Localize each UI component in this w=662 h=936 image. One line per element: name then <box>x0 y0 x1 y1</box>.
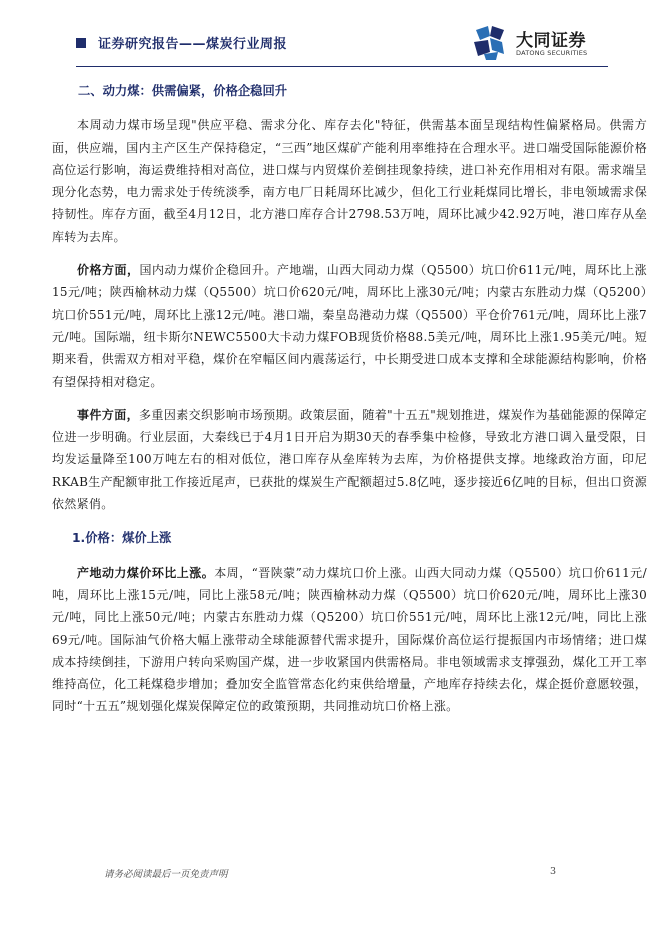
disclaimer-text: 请务必阅读最后一页免责声明 <box>104 869 228 880</box>
header-square-icon <box>76 38 86 48</box>
paragraph-text: 本周，“晋陕蒙”动力煤坑口价上涨。山西大同动力煤（Q5500）坑口价611元/吨，周环比上涨15元/吨，同比上涨58元/吨；陕西榆林动力煤（Q5500）坑口价620元/吨，周环比上涨30元/吨，同比上涨50元/吨；内蒙古东胜动力煤（Q5200）坑口价551元/吨，周环比上涨12元/吨，同比上涨69元/吨。国际油气价格大幅上涨带动全球能源替代需求提升，国际煤价高位运行提振国内市场情绪；进口煤成本持续倒挂，下游用户转向采购国产煤，进一步收紧国内供需格局。非电领域需求支撑强劲，煤化工开工率维持高位，化工耗煤稳步增加；叠加安全监管常态化约束供给增量，产地库存持续去化，煤企挺价意愿较强，同时“十五五”规划强化煤炭保障定位的政策预期，共同推动坑口价格上涨。 <box>52 565 647 714</box>
paragraph-text: 国内动力煤价企稳回升。产地端，山西大同动力煤（Q5500）坑口价611元/吨，周环比上涨15元/吨；陕西榆林动力煤（Q5500）坑口价620元/吨，周环比上涨30元/吨；内蒙古东胜动力煤（Q5200）坑口价551元/吨，周环比上涨12元/吨。港口端，秦皇岛港动力煤（Q5500）平仓价761元/吨，周环比上涨7元/吨。国际端，纽卡斯尔NEWC5500大卡动力煤FOB现货价格88.5美元/吨，周环比上涨1.95美元/吨。短期来看，供需双方相对平稳，煤价在窄幅区间内震荡运行，中长期受进口成本支撑和全球能源结构影响，价格有望保持相对稳定。 <box>52 263 647 389</box>
report-title: 证券研究报告——煤炭行业周报 <box>98 37 288 52</box>
company-logo <box>470 22 610 64</box>
paragraph-lead: 价格方面， <box>77 263 140 278</box>
paragraph-lead: 产地动力煤价环比上涨。 <box>77 565 215 580</box>
paragraph-text: 本周动力煤市场呈现"供应平稳、需求分化、库存去化"特征，供需基本面呈现结构性偏紧格局。供需方面，供应端，国内主产区生产保持稳定，“三西”地区煤矿产能利用率维持在合理水平。进口端受国际能源价格高位运行影响，海运费维持相对高位，进口煤与内贸煤价差倒挂现象持续，进口补充作用相对有限。需求端呈现分化态势，电力需求处于传统淡季，南方电厂日耗周环比减少，但化工行业耗煤同比增长，非电领域需求保持韧性。库存方面，截至4月12日，北方港口库存合计2798.53万吨，周环比减少42.92万吨，港口库存从垒库转为去库。 <box>52 118 647 244</box>
logo-company-name: 大同证券 <box>516 31 586 51</box>
paragraph-price <box>52 259 647 393</box>
paragraph-origin-price <box>52 562 647 718</box>
paragraph-lead: 事件方面， <box>77 407 140 422</box>
report-body <box>52 80 647 729</box>
logo-company-name-en: DATONG SECURITIES <box>516 49 588 57</box>
paragraph-events <box>52 404 647 515</box>
paragraph-overview <box>52 114 647 248</box>
logo-mark-icon <box>470 24 510 62</box>
page-number: 3 <box>549 866 556 877</box>
section-heading: 二、动力煤：供需偏紧，价格企稳回升 <box>78 84 288 98</box>
header-divider <box>76 66 608 67</box>
paragraph-text: 多重因素交织影响市场预期。政策层面，随着"十五五"规划推进，煤炭作为基础能源的保障定位进一步明确。行业层面，大秦线已于4月1日开启为期30天的春季集中检修，导致北方港口调入量受限，日均发运量降至100万吨左右的相对低位，港口库存从垒库转为去库，为价格提供支撑。地缘政治方面，印尼RKAB生产配额审批工作接近尾声，已获批的煤炭生产配额超过5.8亿吨，逐步接近6亿吨的目标，但出口资源依然紧俏。 <box>52 407 647 512</box>
subsection-heading: 1.价格：煤价上涨 <box>72 531 172 546</box>
report-header <box>76 22 608 64</box>
page-footer <box>104 866 556 886</box>
